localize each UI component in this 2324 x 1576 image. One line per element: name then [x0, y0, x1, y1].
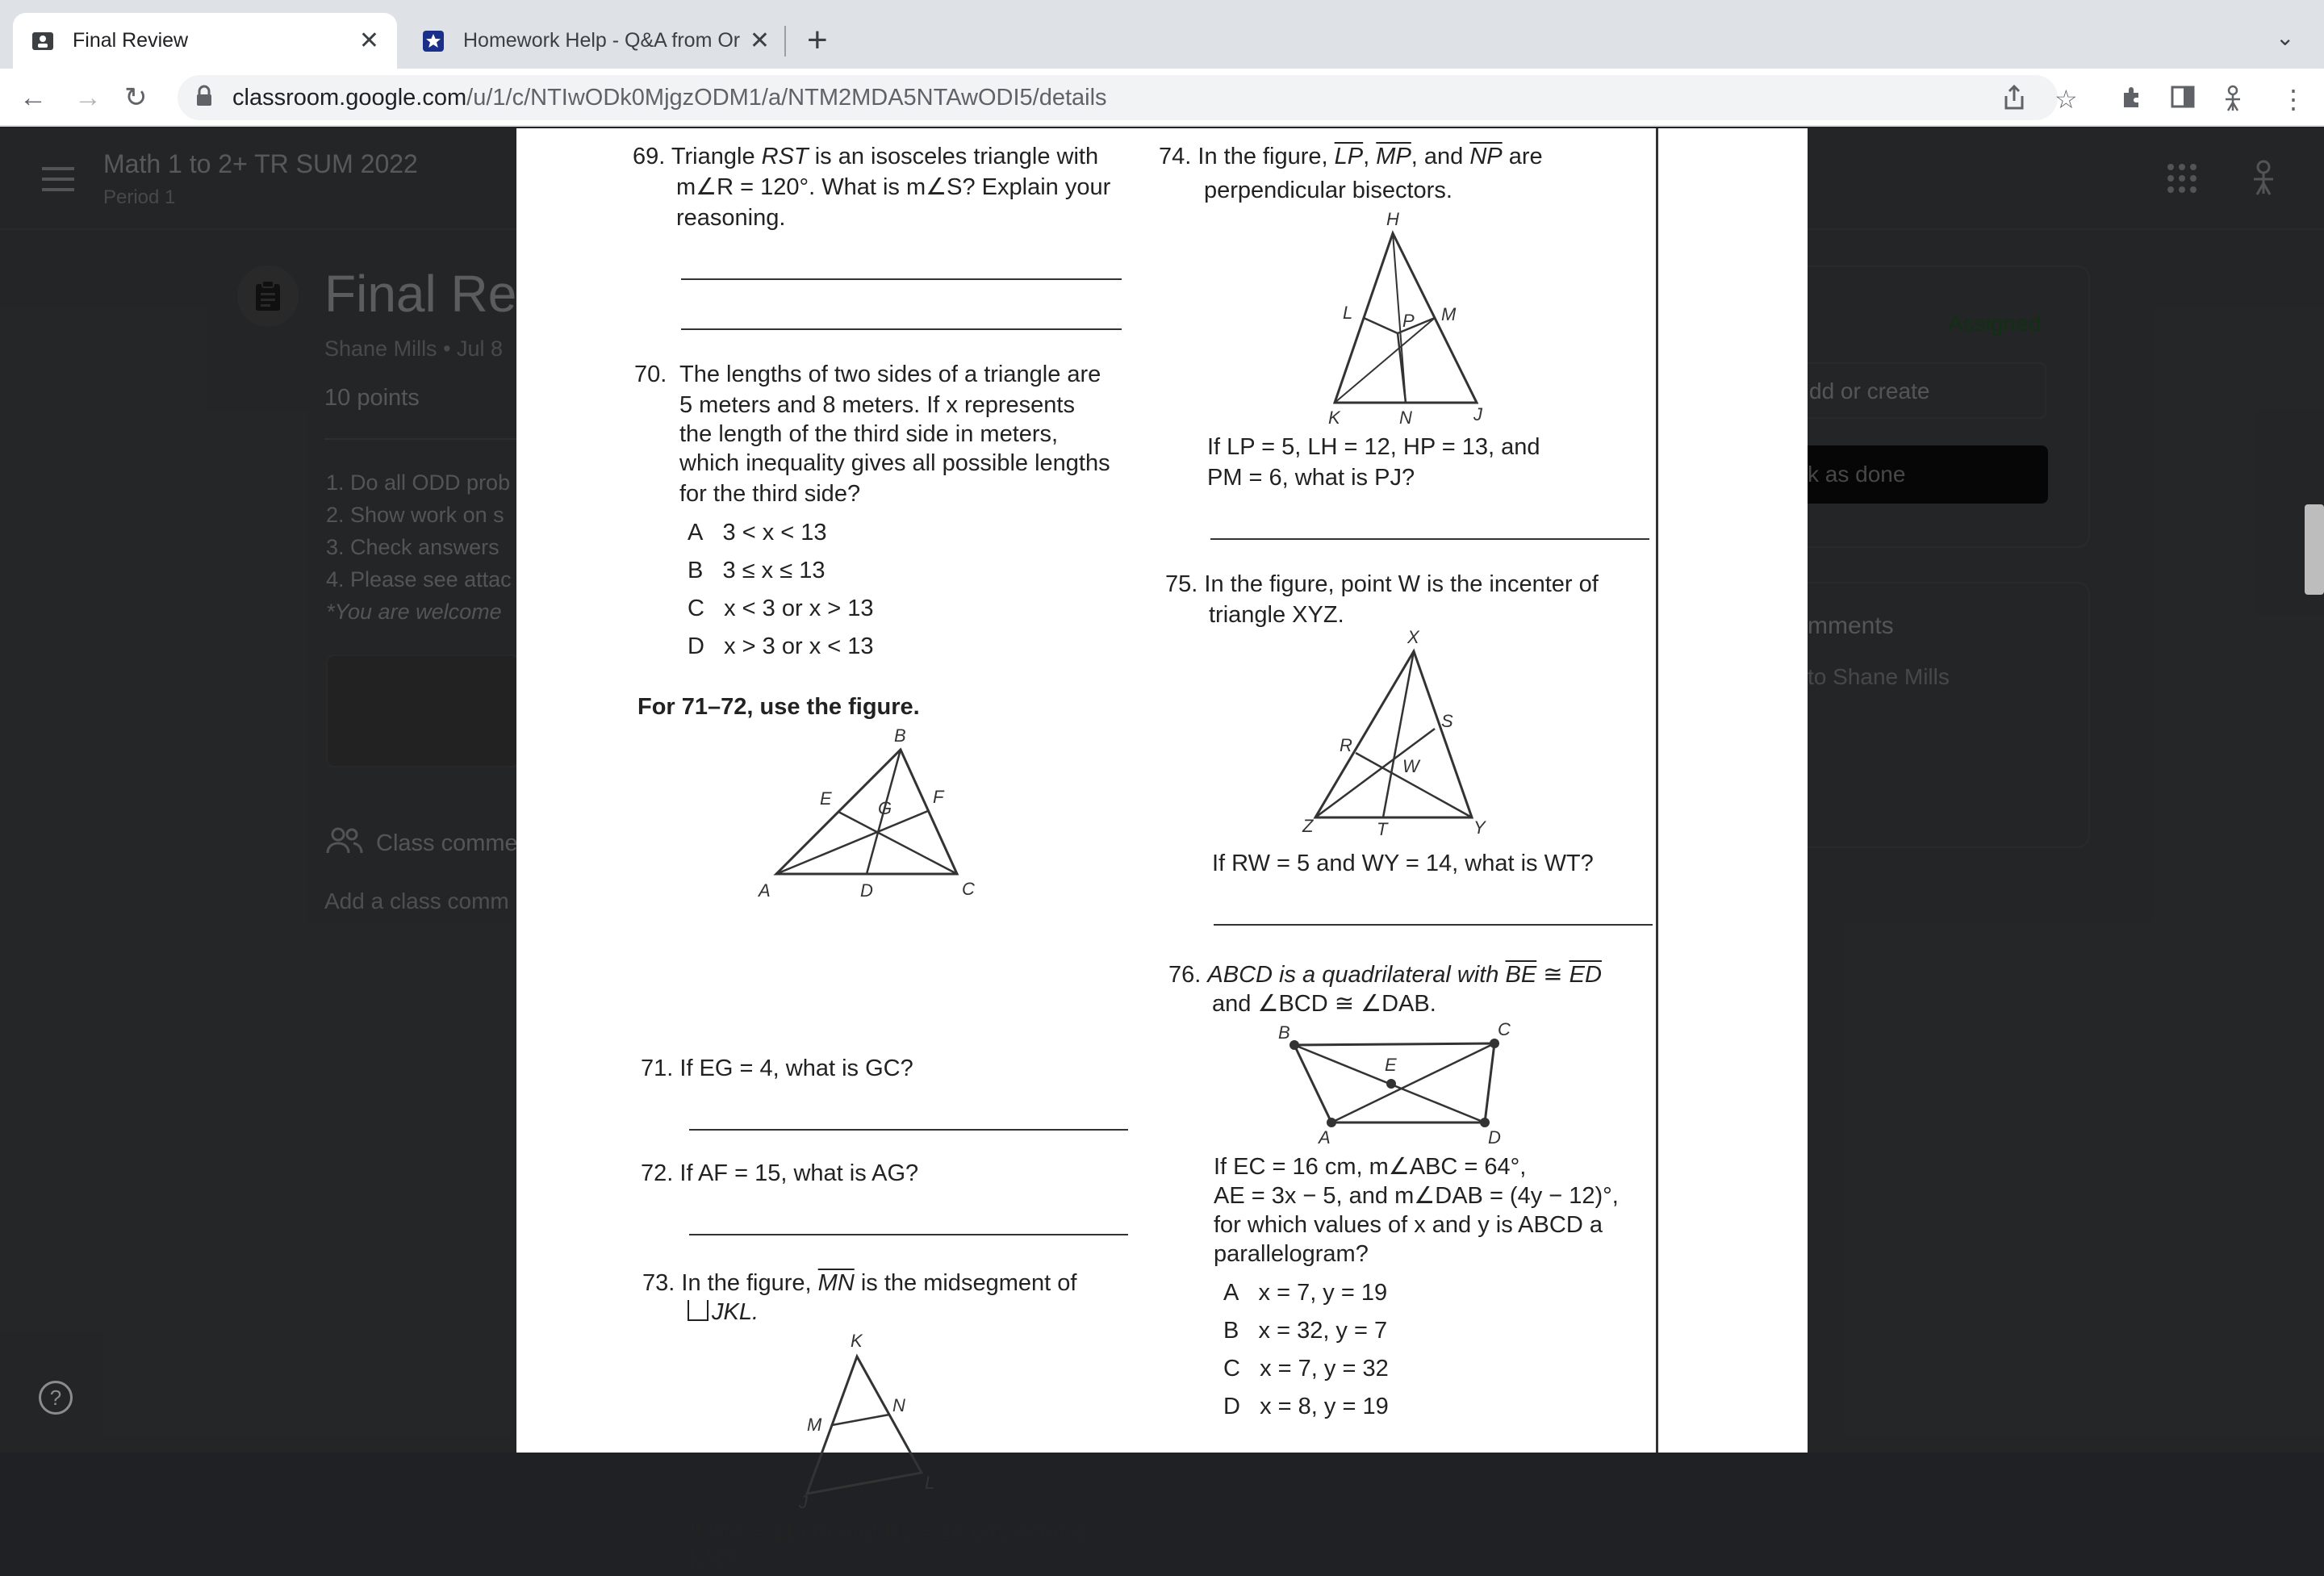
question-69-line: m∠R = 120°. What is m∠S? Explain your	[676, 174, 1111, 200]
answer-line	[1214, 924, 1653, 926]
column-divider	[1656, 128, 1658, 1453]
fig75-label-y: Y	[1473, 817, 1486, 838]
figure-triangle-hkj	[1307, 209, 1501, 435]
choice-76-a: A x = 7, y = 19	[1223, 1280, 1388, 1306]
question-76-tail: parallelogram?	[1214, 1241, 1369, 1267]
worksheet-page	[516, 128, 1808, 1574]
question-70-line: The lengths of two sides of a triangle are	[679, 362, 1101, 387]
tab-search-chevron-icon[interactable]: ⌄	[2276, 25, 2295, 50]
question-69-line: reasoning.	[676, 205, 786, 231]
browser-toolbar	[0, 69, 2324, 127]
fig75-label-t: T	[1377, 819, 1388, 839]
fig71-label-a: A	[759, 880, 771, 901]
question-76: 76. ABCD is a quadrilateral with $\overline{BE}$ ≅ $\overline{ED}$	[1168, 962, 1602, 988]
help-icon[interactable]: ?	[39, 1381, 73, 1415]
question-75-tail: If RW = 5 and WY = 14, what is WT?	[1212, 851, 1594, 876]
section-heading: For 71–72, use the figure.	[637, 694, 920, 720]
fig73-label-m: M	[807, 1415, 822, 1435]
question-76-tail: for which values of x and y is ABCD a	[1214, 1212, 1603, 1238]
fig71-label-c: C	[962, 879, 975, 899]
question-76-line: and ∠BCD ≅ ∠DAB.	[1212, 991, 1436, 1017]
question-70-line: the length of the third side in meters,	[679, 421, 1059, 447]
parallelogram-symbol-icon	[688, 1300, 708, 1321]
figure-triangle-abc	[750, 725, 976, 903]
close-tab-icon[interactable]: ✕	[749, 27, 770, 54]
choice-76-b: B x = 32, y = 7	[1223, 1318, 1388, 1344]
answer-line	[689, 1129, 1128, 1131]
question-73-line: JKL.	[688, 1297, 759, 1327]
fig76-label-c: C	[1498, 1019, 1511, 1039]
question-76-tail: If EC = 16 cm, m∠ABC = 64°,	[1214, 1154, 1527, 1180]
choice-70-b: B 3 ≤ x ≤ 13	[688, 558, 826, 583]
fig76-label-a: A	[1319, 1127, 1331, 1148]
fig74-label-k: K	[1328, 408, 1340, 428]
fig73-label-n: N	[892, 1395, 905, 1415]
tab-homework-help[interactable]	[403, 13, 788, 69]
tab-final-review[interactable]	[13, 13, 397, 69]
fig76-label-e: E	[1385, 1055, 1397, 1075]
fig71-label-d: D	[860, 880, 873, 901]
question-74-tail: PM = 6, what is PJ?	[1207, 465, 1415, 491]
fig71-label-b: B	[894, 725, 906, 746]
question-72: 72. If AF = 15, what is AG?	[641, 1160, 919, 1186]
question-75: 75. In the figure, point W is the incenter of	[1165, 571, 1599, 597]
fig75-label-r: R	[1340, 735, 1352, 755]
answer-line	[681, 278, 1122, 280]
question-70-line: which inequality gives all possible lengths	[679, 450, 1110, 476]
question-73-tail: If KM = 11 cm and KL = 24 cm, what is	[689, 1519, 1089, 1545]
question-74-line: perpendicular bisectors.	[1204, 178, 1452, 203]
tab-separator	[784, 26, 786, 56]
classroom-favicon-icon	[31, 29, 55, 53]
tab-strip	[0, 0, 2324, 69]
fig71-label-e: E	[820, 788, 832, 809]
question-74: 74. In the figure, $\overline{LP}$, $\overline{MP}$, and $\overline{NP}$ are	[1159, 144, 1543, 169]
answer-line	[689, 1234, 1128, 1235]
fig75-label-s: S	[1441, 711, 1453, 731]
question-75-line: triangle XYZ.	[1209, 602, 1344, 628]
fig76-label-b: B	[1278, 1022, 1290, 1043]
question-74-tail: If LP = 5, LH = 12, HP = 13, and	[1207, 434, 1540, 460]
forward-icon[interactable]: →	[74, 82, 102, 113]
fig74-label-n: N	[1399, 408, 1412, 428]
fig71-label-g: G	[878, 798, 892, 818]
choice-76-d: D x = 8, y = 19	[1223, 1394, 1389, 1419]
question-70-line: for the third side?	[679, 481, 861, 507]
question-76-tail: AE = 3x − 5, and m∠DAB = (4y − 12)°,	[1214, 1183, 1619, 1209]
reload-icon[interactable]: ↻	[124, 82, 148, 113]
question-69: 69. Triangle RST is an isosceles triangle with	[633, 144, 1099, 169]
answer-line	[681, 328, 1122, 330]
back-icon[interactable]: ←	[19, 82, 47, 113]
fig75-label-z: Z	[1302, 816, 1314, 836]
question-70-number: 70.	[634, 362, 667, 387]
browser-menu-icon[interactable]: ⋮	[2280, 85, 2306, 114]
tab-title: Homework Help - Q&A from Or	[463, 29, 741, 52]
lock-icon	[195, 86, 213, 111]
fig74-label-l: L	[1343, 303, 1353, 323]
fig74-label-j: J	[1473, 404, 1482, 424]
fig74-label-h: H	[1386, 209, 1399, 229]
fig73-label-l: L	[925, 1473, 935, 1493]
fig76-label-d: D	[1488, 1127, 1501, 1148]
scrollbar-thumb[interactable]	[2305, 504, 2324, 595]
fig75-label-x: X	[1407, 627, 1419, 647]
bookmark-star-icon[interactable]: ☆	[2054, 85, 2078, 114]
share-icon[interactable]	[2003, 85, 2025, 116]
question-70-line: 5 meters and 8 meters. If x represents	[679, 392, 1075, 418]
profile-avatar-icon[interactable]	[2221, 85, 2245, 118]
choice-70-d: D x > 3 or x < 13	[688, 633, 874, 659]
tab-title: Final Review	[73, 29, 189, 52]
fig74-label-m: M	[1441, 304, 1457, 324]
address-bar[interactable]	[178, 75, 2058, 120]
new-tab-icon[interactable]: +	[807, 20, 828, 60]
fig71-label-f: F	[933, 787, 944, 807]
choice-70-a: A 3 < x < 13	[688, 520, 827, 546]
figure-triangle-xyz	[1299, 624, 1493, 839]
question-73-tail: KN?	[689, 1548, 735, 1574]
choice-76-c: C x = 7, y = 32	[1223, 1356, 1389, 1382]
question-71: 71. If EG = 4, what is GC?	[641, 1056, 913, 1081]
close-tab-icon[interactable]: ✕	[358, 27, 379, 54]
fig73-label-k: K	[851, 1331, 863, 1351]
fig74-label-p: P	[1402, 311, 1415, 331]
figure-quadrilateral-abcd	[1269, 1019, 1511, 1148]
fig73-label-j: J	[799, 1492, 808, 1512]
fig75-label-w: W	[1402, 756, 1419, 776]
url-text: classroom.google.com/u/1/c/NTIwODk0MjgzODM1/a/NTM2MDA5NTAwODI5/details	[232, 84, 1107, 111]
figure-triangle-jkl	[791, 1327, 984, 1513]
star-favicon-icon	[421, 29, 445, 53]
question-73: 73. In the figure, $\overline{MN}$ is the midsegment of	[642, 1270, 1077, 1296]
extensions-icon[interactable]	[2121, 85, 2145, 115]
answer-line	[1210, 538, 1649, 540]
side-panel-icon[interactable]	[2171, 85, 2195, 115]
choice-70-c: C x < 3 or x > 13	[688, 596, 874, 621]
